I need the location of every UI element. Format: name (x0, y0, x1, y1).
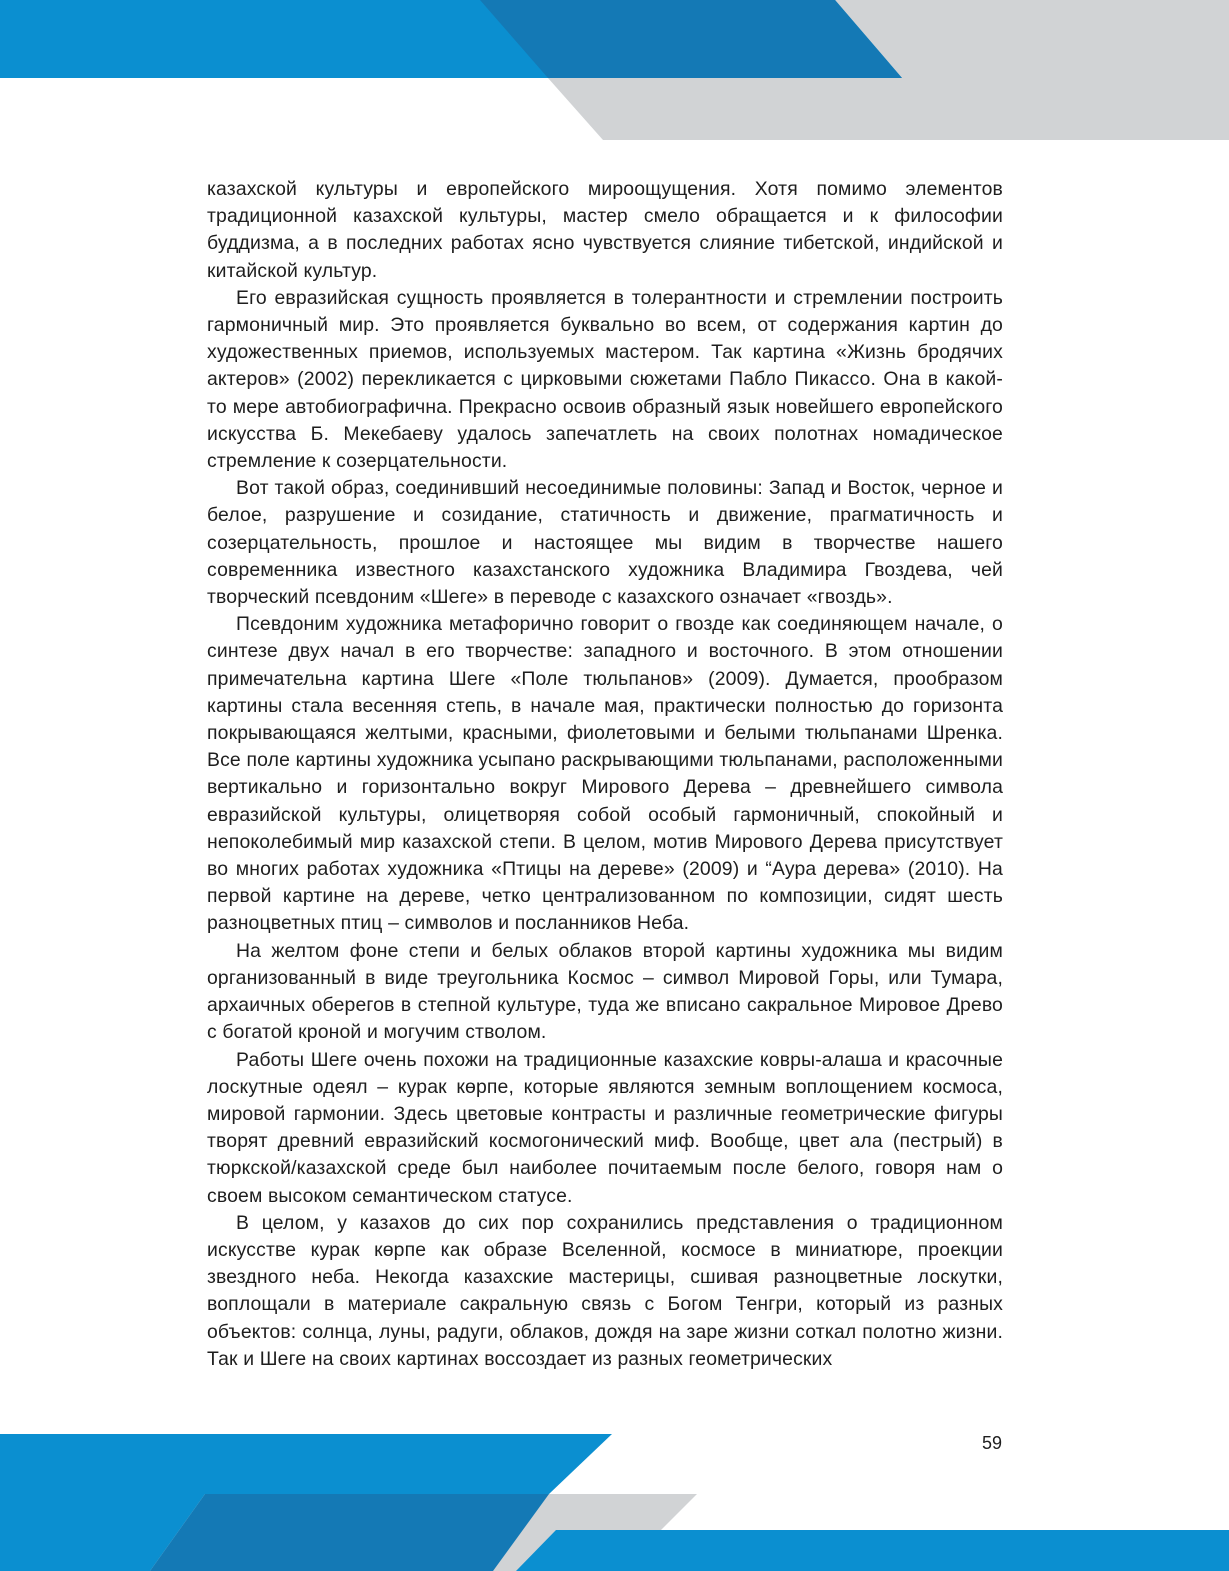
footer-right-blue-band (516, 1530, 1229, 1571)
paragraph-6: Работы Шеге очень похожи на традиционные казахские ковры-алаша и красочные лоскутные одеял – курак көрпе, которые являются земным воплощением космоса, мировой гармонии. Здесь цветовые контрасты и различные геометрические фигуры творят древний евразийский космогонический миф. Вообще, цвет ала (пестрый) в тюркской/казахской среде был наиболее почитаемым после белого, говоря нам о своем высоком семантическом статусе. (207, 1048, 1003, 1207)
paragraph-4: Псевдоним художника метафорично говорит о гвозде как соединяющем начале, о синтезе двух начал в его творчестве: западного и восточного. В этом отношении примечательна картина Шеге «Поле тюльпанов» (2009). Думается, прообразом картины стала весенняя степь, в начале мая, практически полностью до горизонта покрывающаяся желтыми, красными, фиолетовыми и белыми тюльпанами Шренка. Все поле картины художника усыпано раскрывающими тюльпанами, расположенными вертикально и горизонтально вокруг Мирового Дерева – древнейшего символа евразийской культуры, олицетворяя собой особый гармоничный, спокойный и непоколебимый мир казахской степи. В целом, мотив Мирового Дерева присутствует во многих работах художника «Птицы на дереве» (2009) и “Аура дерева» (2010). На первой картине на дереве, четко централизованном по композиции, сидят шесть разноцветных птиц – символов и посланников Неба. (207, 613, 1003, 935)
paragraph-2: Его евразийская сущность проявляется в толерантности и стремлении построить гармоничный мир. Это проявляется буквально во всем, от содержания картин до художественных приемов, используемых мастером. Так картина «Жизнь бродячих актеров» (2002) перекликается с цирковыми сюжетами Пабло Пикассо. Она в какой-то мере автобиографична. Прекрасно освоив образный язык новейшего европейского искусства Б. Мекебаеву удалось запечатлеть на своих полотнах номадическое стремление к созерцательности. (207, 286, 1003, 473)
footer-blue-dark-band (150, 1494, 549, 1571)
header-blue-band (0, 0, 902, 78)
document-body (207, 176, 1003, 1373)
footer-blue-band (0, 1434, 612, 1494)
paragraph-5: На желтом фоне степи и белых облаков второй картины художника мы видим организованный в виде треугольника Космос – символ Мировой Горы, или Тумара, архаичных оберегов в степной культуре, туда же вписано сакральное Мировое Древо с богатой кроной и могучим стволом. (207, 939, 1003, 1044)
footer-blue-fill (0, 1494, 205, 1571)
page-number: 59 (981, 1433, 1002, 1453)
paragraph-3: Вот такой образ, соединивший несоединимые половины: Запад и Восток, черное и белое, разрушение и созидание, статичность и движение, прагматичность и созерцательность, прошлое и настоящее мы видим в творчестве нашего современника известного казахстанского художника Владимира Гвоздева, чей творческий псевдоним «Шеге» в переводе с казахского означает «гвоздь». (207, 477, 1003, 609)
header-gray-band (548, 0, 1229, 140)
paragraph-1: казахской культуры и европейского мироощущения. Хотя помимо элементов традиционной казахской культуры, мастер смело обращается и к философии буддизма, а в последних работах ясно чувствуется слияние тибетской, индийской и китайской культур. (207, 178, 1003, 282)
header-blue-dark-band (480, 0, 902, 78)
paragraph-7: В целом, у казахов до сих пор сохранились представления о традиционном искусстве курак көрпе как образе Вселенной, космосе в миниатюре, проекции звездного неба. Некогда казахские мастерицы, сшивая разноцветные лоскутки, воплощали в материале сакральную связь с Богом Тенгри, который из разных объектов: солнца, луны, радуги, облаков, дождя на заре жизни соткал полотно жизни. Так и Шеге на своих картинах воссоздает из разных геометрических (207, 1211, 1003, 1370)
footer-gray-band (150, 1494, 697, 1571)
